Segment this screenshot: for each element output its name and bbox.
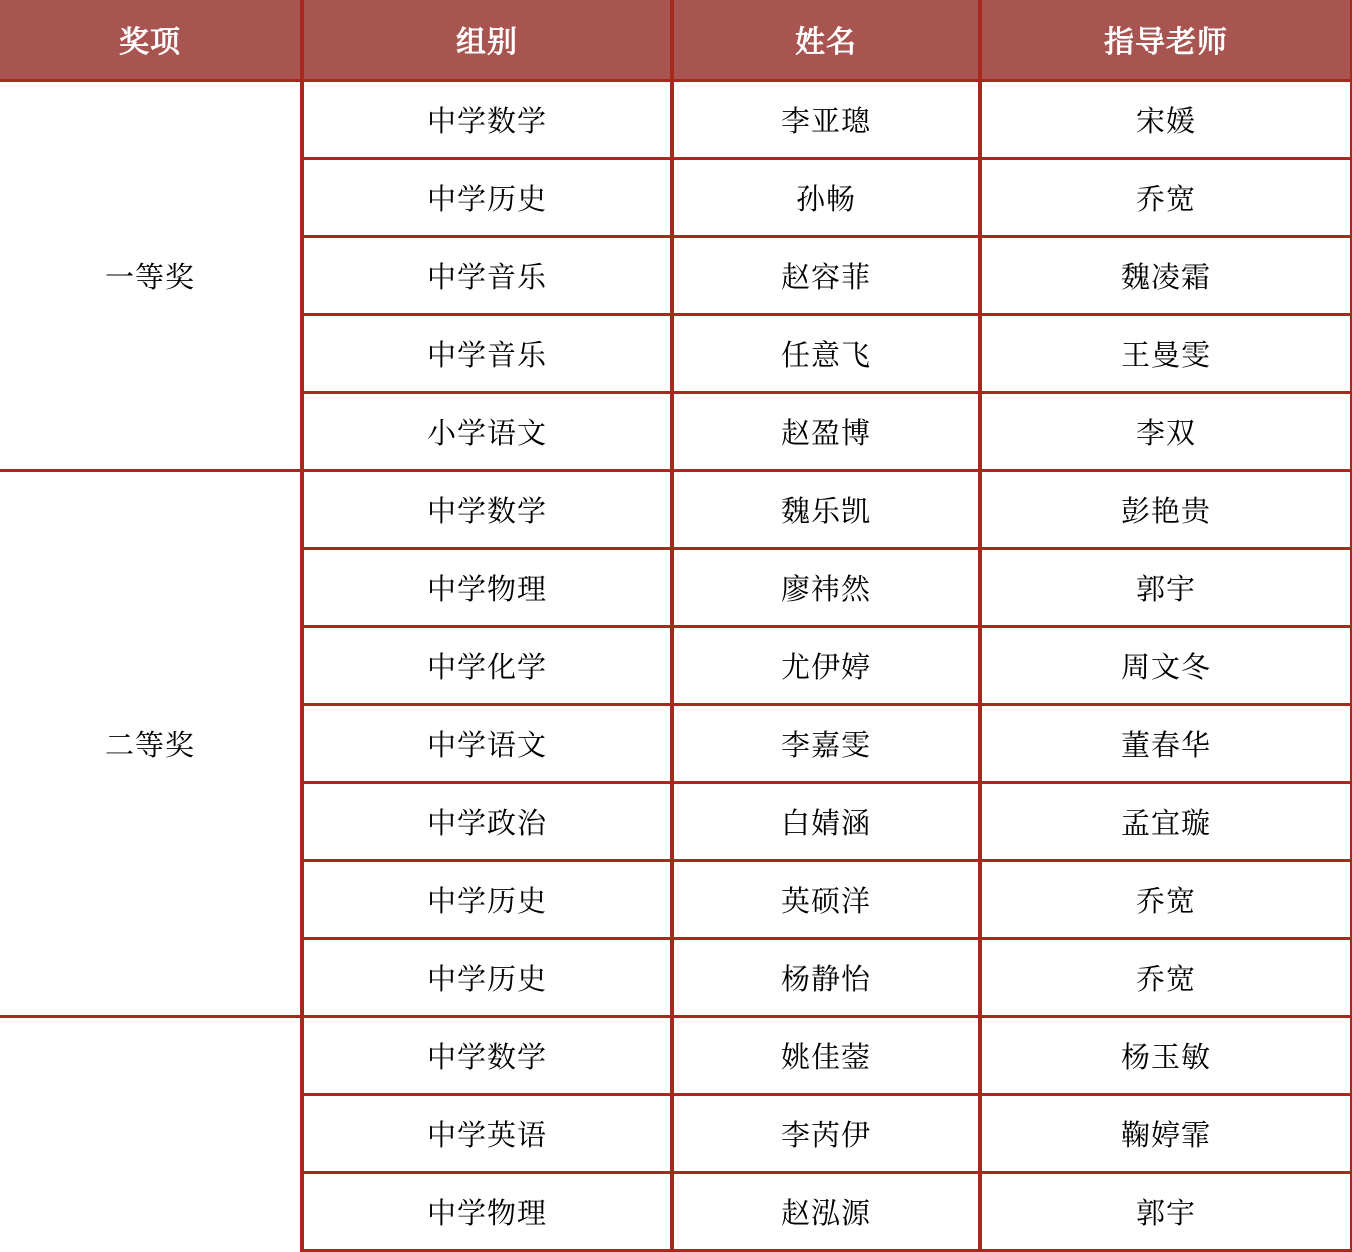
- teacher-cell: 郭宇: [980, 548, 1352, 626]
- table-header-row: [0, 0, 1352, 80]
- group-cell: 小学语文: [302, 392, 672, 470]
- teacher-cell: 鞠婷霏: [980, 1094, 1352, 1172]
- group-cell: 中学物理: [302, 1172, 672, 1250]
- name-cell: 李亚璁: [672, 80, 980, 158]
- group-cell: 中学化学: [302, 626, 672, 704]
- name-cell: 李芮伊: [672, 1094, 980, 1172]
- group-cell: 中学数学: [302, 80, 672, 158]
- group-cell: 中学数学: [302, 470, 672, 548]
- name-cell: 魏乐凯: [672, 470, 980, 548]
- name-cell: 杨静怡: [672, 938, 980, 1016]
- name-cell: 姚佳蓥: [672, 1016, 980, 1094]
- group-cell: 中学历史: [302, 158, 672, 236]
- group-cell: 中学语文: [302, 704, 672, 782]
- name-cell: 白婧涵: [672, 782, 980, 860]
- name-cell: 任意飞: [672, 314, 980, 392]
- teacher-cell: 李双: [980, 392, 1352, 470]
- teacher-cell: 杨玉敏: [980, 1016, 1352, 1094]
- name-cell: 廖祎然: [672, 548, 980, 626]
- column-header-2: 姓名: [672, 0, 980, 80]
- table-row: [0, 80, 1352, 158]
- name-cell: 孙畅: [672, 158, 980, 236]
- group-cell: 中学政治: [302, 782, 672, 860]
- column-header-3: 指导老师: [980, 0, 1352, 80]
- table-row: [0, 1016, 1352, 1094]
- group-cell: 中学数学: [302, 1016, 672, 1094]
- teacher-cell: 乔宽: [980, 860, 1352, 938]
- name-cell: 赵盈博: [672, 392, 980, 470]
- teacher-cell: 彭艳贵: [980, 470, 1352, 548]
- teacher-cell: 魏凌霜: [980, 236, 1352, 314]
- group-cell: 中学音乐: [302, 236, 672, 314]
- name-cell: 赵泓源: [672, 1172, 980, 1250]
- table-row: [0, 470, 1352, 548]
- name-cell: 赵容菲: [672, 236, 980, 314]
- group-cell: 中学英语: [302, 1094, 672, 1172]
- teacher-cell: 王曼雯: [980, 314, 1352, 392]
- award-cell: [0, 1016, 302, 1250]
- group-cell: 中学音乐: [302, 314, 672, 392]
- group-cell: 中学历史: [302, 860, 672, 938]
- teacher-cell: 乔宽: [980, 938, 1352, 1016]
- name-cell: 尤伊婷: [672, 626, 980, 704]
- name-cell: 英硕洋: [672, 860, 980, 938]
- teacher-cell: 董春华: [980, 704, 1352, 782]
- teacher-cell: 郭宇: [980, 1172, 1352, 1250]
- award-cell: 一等奖: [0, 80, 302, 470]
- column-header-0: 奖项: [0, 0, 302, 80]
- teacher-cell: 宋媛: [980, 80, 1352, 158]
- name-cell: 李嘉雯: [672, 704, 980, 782]
- teacher-cell: 孟宜璇: [980, 782, 1352, 860]
- group-cell: 中学历史: [302, 938, 672, 1016]
- teacher-cell: 乔宽: [980, 158, 1352, 236]
- award-cell: 二等奖: [0, 470, 302, 1016]
- column-header-1: 组别: [302, 0, 672, 80]
- teacher-cell: 周文冬: [980, 626, 1352, 704]
- group-cell: 中学物理: [302, 548, 672, 626]
